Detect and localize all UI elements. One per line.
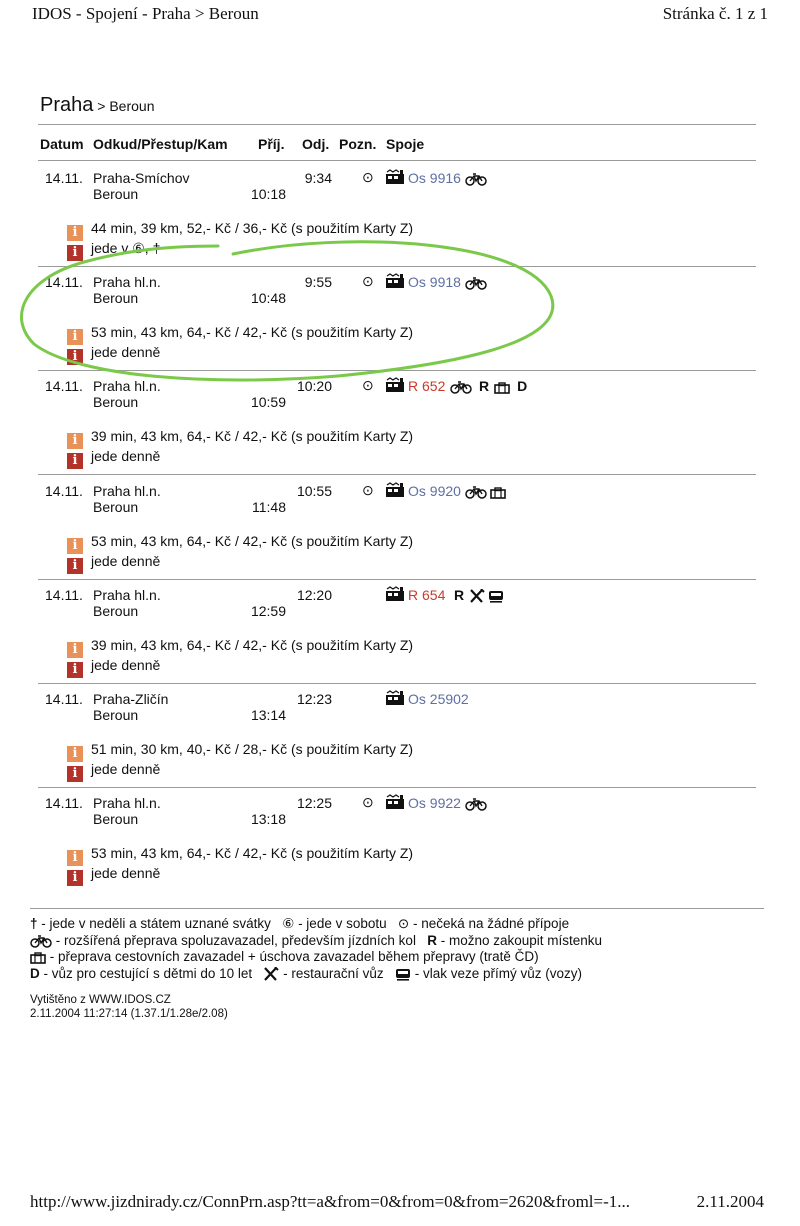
train-icon (385, 482, 405, 498)
connection-info-row (67, 865, 160, 886)
train-link[interactable]: R 652 (408, 378, 446, 395)
train-extras (465, 483, 509, 499)
printed-source: Vytištěno z WWW.IDOS.CZ (30, 994, 171, 1006)
arrival-time: 13:14 (250, 707, 286, 723)
connection-to: Beroun (93, 498, 139, 515)
connection-runs: jede denně (91, 761, 161, 777)
legend-through-car: - vlak veze přímý vůz (vozy) (414, 965, 582, 981)
connection-from: Praha hl.n. (93, 482, 161, 499)
info-icon: i (67, 642, 83, 658)
connection-summary: 39 min, 43 km, 64,- Kč / 42,- Kč (s použitím Karty Z) (91, 636, 414, 653)
arrival-time: 10:48 (250, 290, 286, 307)
legend-row (30, 916, 602, 933)
no-wait-icon: ⊙ (397, 916, 410, 931)
train-link[interactable]: Os 9922 (408, 795, 461, 812)
train-extras (450, 587, 507, 603)
connection-info-row (67, 428, 413, 449)
connection-date: 14.11. (45, 378, 83, 395)
info-icon: i (67, 746, 83, 762)
divider (38, 579, 756, 580)
info-icon: i (67, 225, 83, 241)
train-link[interactable]: R 654 (408, 586, 446, 603)
no-wait-icon: ⊙ (362, 169, 374, 185)
children-car-icon: D (30, 965, 40, 981)
bike-icon (465, 483, 487, 499)
legend-row (30, 966, 602, 983)
departure-time: 9:34 (304, 170, 332, 186)
legend-no-wait: - nečeká na žádné přípoje (412, 916, 570, 931)
through-car-icon (395, 966, 411, 981)
connection-runs: jede v ⑥, † (91, 240, 161, 256)
train-link[interactable]: Os 25902 (408, 691, 469, 707)
legend-bike: - rozšířená přeprava spoluzavazadel, především jízdních kol (55, 932, 416, 948)
connection-runs: jede denně (91, 344, 161, 361)
connection-info-row (67, 741, 413, 762)
connection-from: Praha hl.n. (93, 795, 161, 812)
divider (38, 474, 756, 475)
route-title (40, 94, 155, 117)
connection-to: Beroun (93, 186, 139, 202)
legend-row (30, 949, 602, 966)
legend (30, 916, 602, 982)
train-icon (385, 169, 405, 185)
legend-sunday: - jede v neděli a státem uznané svátky (41, 916, 271, 931)
legend-reservation: - možno zakoupit místenku (440, 932, 603, 948)
train-icon (385, 690, 405, 706)
connection-date: 14.11. (45, 586, 83, 603)
printed-timestamp: 2.11.2004 11:27:14 (1.37.1/1.28e/2.08) (30, 1008, 228, 1020)
departure-time: 12:23 (296, 691, 332, 707)
col-odkud: Odkud/Přestup/Kam (93, 136, 228, 152)
no-wait-icon: ⊙ (362, 794, 374, 811)
arrival-time: 10:18 (250, 186, 286, 202)
circled-six-icon: ⑥ (282, 916, 295, 931)
connection-info-row (67, 533, 413, 554)
no-wait-icon: ⊙ (362, 273, 374, 290)
connection-info-row (67, 637, 413, 658)
departure-time: 10:55 (296, 482, 332, 499)
connection-date: 14.11. (45, 274, 83, 291)
bike-icon (465, 795, 487, 811)
col-prij: Příj. (258, 136, 285, 152)
no-wait-icon: ⊙ (362, 481, 374, 498)
train-icon (385, 586, 405, 602)
connection-summary: 39 min, 43 km, 64,- Kč / 42,- Kč (s použitím Karty Z) (91, 428, 414, 445)
info-icon: i (67, 558, 83, 574)
cross-icon: † (30, 916, 38, 931)
col-spoje: Spoje (386, 136, 425, 152)
luggage-icon (490, 483, 506, 499)
divider (38, 160, 756, 161)
train-link[interactable]: Os 9916 (408, 170, 461, 186)
legend-children: - vůz pro cestující s dětmi do 10 let (43, 965, 253, 981)
reservation-icon: R (454, 586, 465, 603)
departure-time: 12:20 (296, 586, 332, 603)
info-icon: i (67, 850, 83, 866)
connection-runs: jede denně (91, 448, 161, 465)
legend-luggage: - přeprava cestovních zavazadel + úschova zavazadel během přepravy (tratě ČD) (49, 949, 539, 964)
connection-info-row (67, 553, 160, 574)
info-icon: i (67, 766, 83, 782)
train-link[interactable]: Os 9920 (408, 482, 461, 499)
connection-summary: 53 min, 43 km, 64,- Kč / 42,- Kč (s použitím Karty Z) (91, 324, 414, 341)
connection-runs: jede denně (91, 656, 161, 673)
reservation-icon: R (427, 932, 437, 948)
connection-from: Praha hl.n. (93, 378, 161, 395)
hand-drawn-circle-annotation (18, 236, 563, 386)
divider (38, 787, 756, 788)
connection-from: Praha hl.n. (93, 586, 161, 603)
connection-summary: 51 min, 30 km, 40,- Kč / 28,- Kč (s použitím Karty Z) (91, 741, 414, 757)
arrival-time: 11:48 (252, 498, 286, 515)
print-title: IDOS - Spojení - Praha > Beroun (32, 4, 259, 23)
connection-info-row (67, 448, 160, 469)
info-icon: i (67, 662, 83, 678)
legend-saturday: - jede v sobotu (298, 916, 387, 931)
connection-to: Beroun (93, 290, 139, 307)
col-datum: Datum (40, 136, 84, 152)
connection-runs: jede denně (91, 552, 161, 569)
connection-to: Beroun (93, 602, 139, 619)
connection-date: 14.11. (45, 691, 83, 707)
connection-info-row (67, 657, 160, 678)
info-icon: i (67, 349, 83, 365)
route-to: Beroun (109, 98, 155, 114)
bike-icon (465, 170, 487, 186)
route-separator: > (97, 98, 106, 114)
info-icon: i (67, 870, 83, 886)
info-icon: i (67, 245, 83, 261)
info-icon: i (67, 538, 83, 554)
column-headers (0, 136, 800, 154)
page-number: Stránka č. 1 z 1 (662, 4, 768, 23)
footer-date: 2.11.2004 (696, 1192, 764, 1211)
arrival-time: 10:59 (250, 394, 286, 411)
legend-row (30, 933, 602, 950)
connection-from: Praha hl.n. (93, 274, 161, 291)
restaurant-icon (263, 966, 279, 981)
info-icon: i (67, 433, 83, 449)
departure-time: 9:55 (304, 274, 332, 291)
reservation-icon: R (479, 378, 490, 395)
restaurant-icon (469, 587, 485, 603)
divider (38, 683, 756, 684)
departure-time: 10:20 (296, 378, 332, 395)
connection-date: 14.11. (45, 170, 83, 186)
connection-date: 14.11. (45, 482, 83, 499)
connection-summary: 53 min, 43 km, 64,- Kč / 42,- Kč (s použitím Karty Z) (91, 845, 414, 862)
connection-from: Praha-Smíchov (93, 170, 190, 186)
info-icon: i (67, 329, 83, 345)
train-icon (385, 794, 405, 810)
info-icon: i (67, 453, 83, 469)
train-extras (465, 795, 490, 811)
col-pozn: Pozn. (339, 136, 377, 152)
departure-time: 12:25 (296, 795, 332, 812)
connection-date: 14.11. (45, 795, 83, 812)
connection-summary: 44 min, 39 km, 52,- Kč / 36,- Kč (s použitím Karty Z) (91, 220, 414, 236)
through-car-icon (488, 587, 504, 603)
connection-to: Beroun (93, 707, 139, 723)
divider (38, 124, 756, 125)
bike-icon (30, 933, 52, 948)
connection-runs: jede denně (91, 865, 161, 882)
connection-from: Praha-Zličín (93, 691, 169, 707)
divider (30, 908, 764, 909)
train-extras (465, 170, 490, 186)
arrival-time: 13:18 (250, 811, 286, 828)
no-wait-icon: ⊙ (362, 377, 374, 394)
connection-summary: 53 min, 43 km, 64,- Kč / 42,- Kč (s použitím Karty Z) (91, 532, 414, 549)
arrival-time: 12:59 (250, 602, 286, 619)
printed-note (30, 993, 228, 1021)
connection-to: Beroun (93, 394, 139, 411)
print-header (32, 2, 768, 26)
luggage-icon (30, 949, 46, 964)
legend-restaurant: - restaurační vůz (283, 965, 384, 981)
route-from: Praha (40, 94, 94, 116)
connection-info-row (67, 761, 160, 782)
children-car-icon: D (517, 378, 528, 395)
connection-info-row (67, 845, 413, 866)
footer-url: http://www.jizdnirady.cz/ConnPrn.asp?tt=a&from=0&from=0&from=2620&froml=-1... (30, 1192, 631, 1211)
connection-to: Beroun (93, 811, 139, 828)
col-odj: Odj. (302, 136, 330, 152)
train-link[interactable]: Os 9918 (408, 274, 461, 291)
